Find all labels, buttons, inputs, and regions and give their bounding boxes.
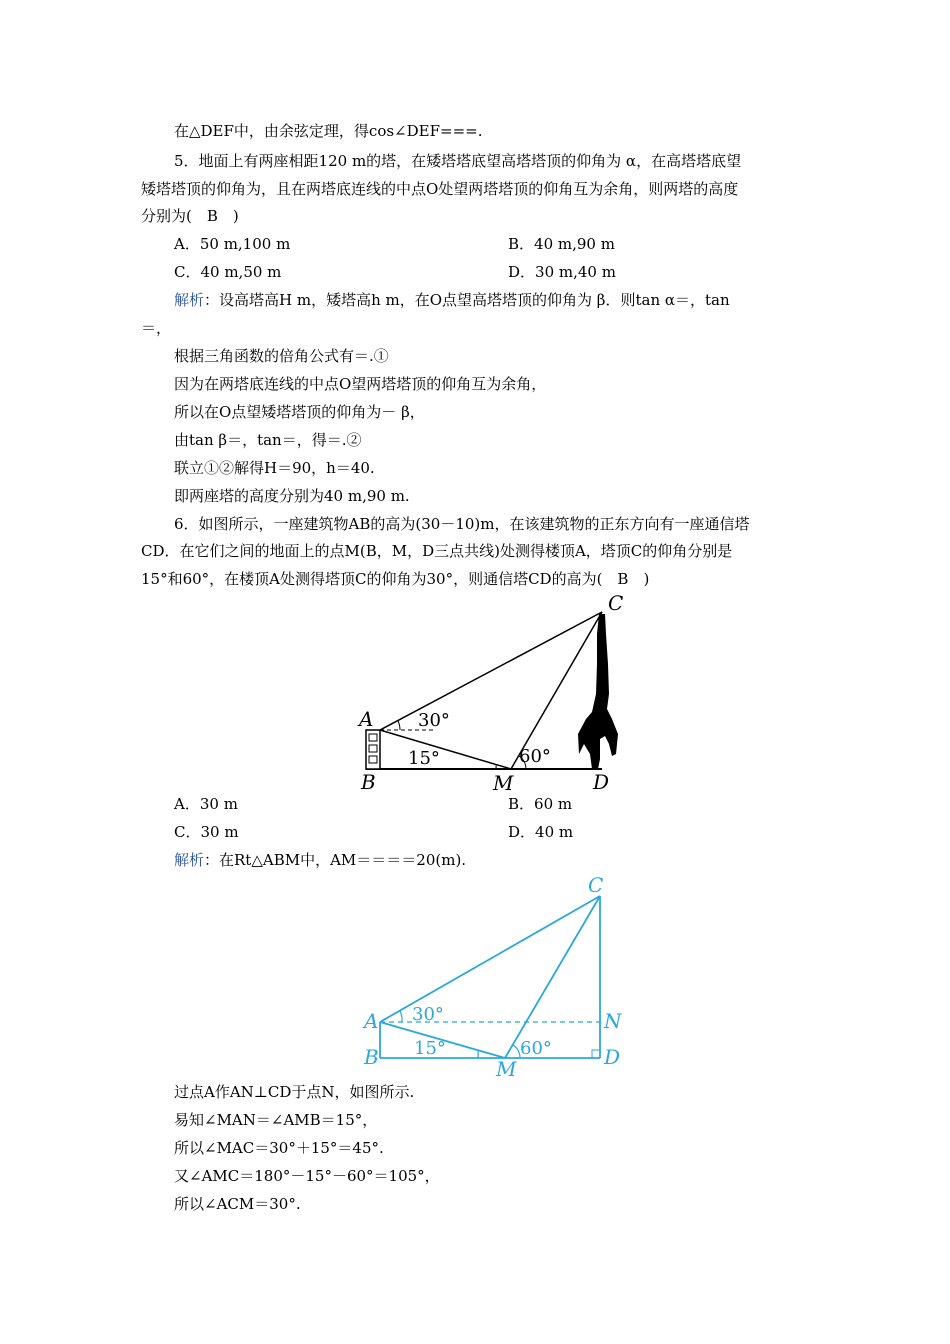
angle-label-60: 60° xyxy=(520,1038,552,1059)
option-d: D．30 m,40 m xyxy=(508,263,616,281)
solution-line: 因为在两塔底连线的中点O望两塔塔顶的仰角互为余角， xyxy=(174,375,547,393)
label-a: A xyxy=(359,707,374,731)
question-6-line: 15°和60°，在楼顶A处测得塔顶C的仰角为30°，则通信塔CD的高为( B ) xyxy=(141,570,650,588)
option-c: C．30 m xyxy=(174,823,239,841)
option-b: B．40 m,90 m xyxy=(508,235,615,253)
tower-silhouette xyxy=(578,614,618,769)
label-m: M xyxy=(496,1057,517,1080)
angle-label-30: 30° xyxy=(418,710,450,731)
angle-label-15: 15° xyxy=(408,748,440,769)
solution-line: 根据三角函数的倍角公式有＝.① xyxy=(174,347,389,365)
label-m: M xyxy=(493,771,514,794)
label-a: A xyxy=(364,1009,379,1033)
solution-line xyxy=(174,850,466,870)
figure-tower-diagram xyxy=(356,594,632,794)
line-ac xyxy=(380,612,602,730)
label-c: C xyxy=(588,874,604,897)
solution-text: ：设高塔高H m，矮塔高h m，在O点望高塔塔顶的仰角为 β．则tan α＝，tan xyxy=(204,291,730,309)
solution-line: 由tan β＝，tan＝，得＝.② xyxy=(174,431,362,449)
line-am xyxy=(380,730,511,769)
label-b: B xyxy=(364,1045,379,1069)
option-b: B．60 m xyxy=(508,795,573,813)
question-5-line: 5．地面上有两座相距120 m的塔，在矮塔塔底望高塔塔顶的仰角为 α，在高塔塔底望 xyxy=(174,152,742,170)
angle-arc-30 xyxy=(400,1011,402,1022)
label-d: D xyxy=(593,770,610,794)
solution-line: 所以∠ACM＝30°. xyxy=(174,1195,301,1213)
solution-line: 联立①②解得H＝90，h＝40. xyxy=(174,459,375,477)
label-c: C xyxy=(608,594,624,615)
text-line: 在△DEF中，由余弦定理，得cos∠DEF===. xyxy=(174,122,483,140)
solution-line: ＝， xyxy=(141,319,172,337)
option-c: C．40 m,50 m xyxy=(174,263,282,281)
solution-label: 解析 xyxy=(174,851,205,869)
question-6-line: CD．在它们之间的地面上的点M(B，M，D三点共线)处测得楼顶A，塔顶C的仰角分别是 xyxy=(141,542,733,560)
angle-label-15: 15° xyxy=(414,1038,446,1059)
solution-line: 又∠AMC＝180°－15°－60°＝105°， xyxy=(174,1167,440,1185)
question-6-line: 6．如图所示，一座建筑物AB的高为(30－10)m，在该建筑物的正东方向有一座通信塔 xyxy=(174,515,750,533)
question-5-line: 分别为( B ) xyxy=(141,207,239,225)
angle-label-30: 30° xyxy=(412,1004,444,1025)
label-b: B xyxy=(361,770,376,794)
label-n: N xyxy=(604,1009,622,1033)
option-d: D．40 m xyxy=(508,823,574,841)
option-a: A．50 m,100 m xyxy=(174,235,291,253)
question-5-line: 矮塔塔顶的仰角为，且在两塔底连线的中点O处望两塔塔顶的仰角互为余角，则两塔的高度 xyxy=(141,180,739,198)
label-d: D xyxy=(604,1045,621,1069)
angle-label-60: 60° xyxy=(519,746,551,767)
option-a: A．30 m xyxy=(174,795,238,813)
figure-solution-diagram xyxy=(360,874,630,1080)
solution-text: ：在Rt△ABM中，AM＝＝＝＝20(m). xyxy=(204,851,467,869)
solution-line: 所以在O点望矮塔塔顶的仰角为－ β， xyxy=(174,403,425,421)
angle-arc-30 xyxy=(398,721,400,730)
line-mc xyxy=(505,896,600,1058)
solution-line: 过点A作AN⊥CD于点N，如图所示. xyxy=(174,1083,415,1101)
right-angle-mark xyxy=(592,1050,600,1058)
solution-line: 即两座塔的高度分别为40 m,90 m. xyxy=(174,487,410,505)
solution-line xyxy=(174,290,730,310)
solution-line: 易知∠MAN＝∠AMB＝15°， xyxy=(174,1111,378,1129)
solution-line: 所以∠MAC＝30°＋15°＝45°. xyxy=(174,1139,384,1157)
solution-label: 解析 xyxy=(174,291,205,309)
